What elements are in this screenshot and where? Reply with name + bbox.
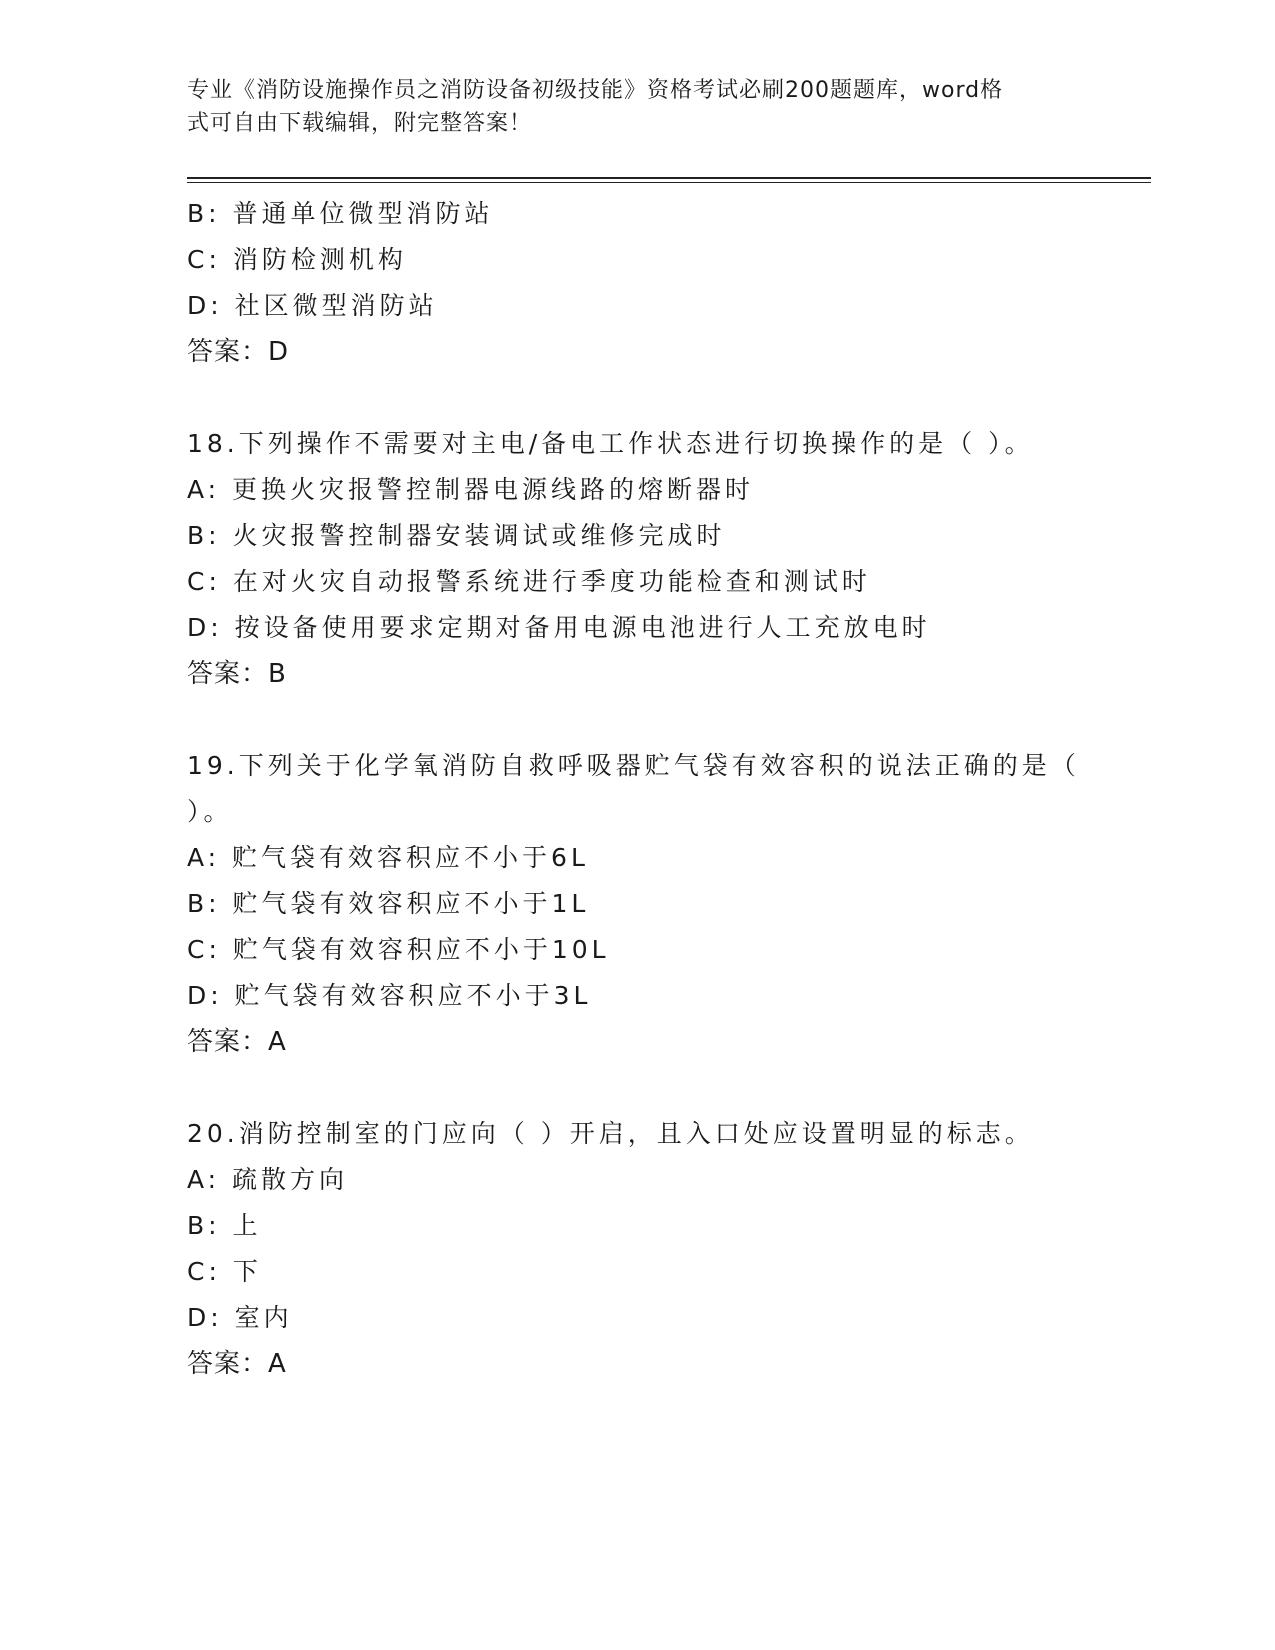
- option-a: A: 贮气袋有效容积应不小于6L: [187, 843, 589, 872]
- question-text: 18.下列操作不需要对主电/备电工作状态进行切换操作的是（ ）。: [187, 429, 1034, 458]
- option-d: D: 贮气袋有效容积应不小于3L: [187, 981, 592, 1010]
- answer: 答案：A: [187, 1027, 287, 1057]
- option-c: C: 贮气袋有效容积应不小于10L: [187, 935, 610, 964]
- header-line-2: 式可自由下载编辑，附完整答案！: [187, 111, 533, 136]
- option-b: B: 普通单位微型消防站: [187, 199, 494, 228]
- option-d: D: 按设备使用要求定期对备用电源电池进行人工充放电时: [187, 613, 931, 642]
- question-text: 20.消防控制室的门应向（ ）开启，且入口处应设置明显的标志。: [187, 1119, 1034, 1148]
- spacer: [187, 375, 1087, 421]
- option-c: C: 下: [187, 1257, 262, 1286]
- question-list: [187, 191, 1087, 1387]
- question-text-line-2: ）。: [187, 797, 233, 826]
- answer: 答案：D: [187, 337, 290, 367]
- option-b: B: 火灾报警控制器安装调试或维修完成时: [187, 521, 726, 550]
- question-19: [187, 743, 1087, 1065]
- spacer: [187, 697, 1087, 743]
- option-a: A: 疏散方向: [187, 1165, 349, 1194]
- option-c: C: 消防检测机构: [187, 245, 407, 274]
- header-rule-thin: [187, 182, 1151, 183]
- option-c: C: 在对火灾自动报警系统进行季度功能检查和测试时: [187, 567, 871, 596]
- question-20: [187, 1111, 1087, 1387]
- question-18: [187, 421, 1087, 697]
- option-a: A: 更换火灾报警控制器电源线路的熔断器时: [187, 475, 755, 504]
- answer: 答案：A: [187, 1349, 287, 1379]
- header-line-1: 专业《消防设施操作员之消防设备初级技能》资格考试必刷200题题库，word格: [187, 78, 1004, 103]
- option-b: B: 上: [187, 1211, 262, 1240]
- question-text-line-1: 19.下列关于化学氧消防自救呼吸器贮气袋有效容积的说法正确的是（: [187, 751, 1080, 780]
- header-rule-thick: [187, 177, 1151, 179]
- answer: 答案：B: [187, 659, 287, 689]
- option-d: D: 社区微型消防站: [187, 291, 438, 320]
- spacer: [187, 1065, 1087, 1111]
- option-b: B: 贮气袋有效容积应不小于1L: [187, 889, 590, 918]
- document-header: [187, 74, 1067, 140]
- question-17-continuation: [187, 191, 1087, 375]
- option-d: D: 室内: [187, 1303, 293, 1332]
